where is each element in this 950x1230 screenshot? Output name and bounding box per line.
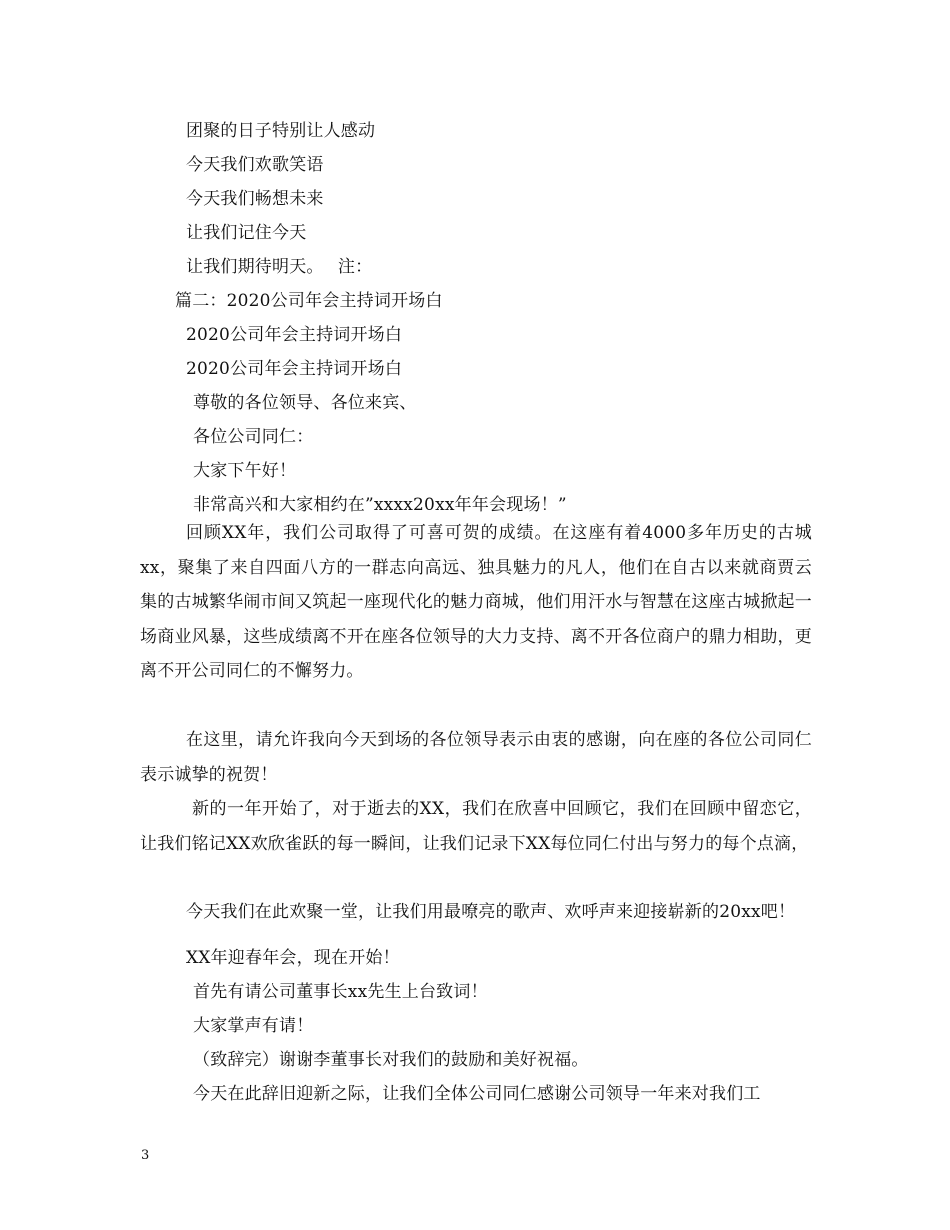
closing-line: （致辞完）谢谢李董事长对我们的鼓励和美好祝福。 (193, 1050, 589, 1070)
document-title: 2020公司年会主持词开场白 (186, 359, 403, 379)
poem-line: 今天我们欢歌笑语 (186, 155, 324, 175)
document-title: 2020公司年会主持词开场白 (186, 325, 403, 345)
page-number: 3 (141, 1148, 150, 1163)
body-paragraph: 回顾XX年，我们公司取得了可喜可贺的成绩。在这座有着4000多年历史的古城xx，聚集了来自四面八方的一群志向高远、独具魅力的凡人，他们在自古以来就商贾云集的古城繁华闹市间又筑起一座现代化的魅力商城，他们用汗水与智慧在这座古城掀起一场商业风暴，这些成绩离不开在座各位领导的大力支持、离不开各位商户的鼎力相助，更离不开公司同仁的不懈努力。 (140, 523, 812, 681)
poem-line: 让我们期待明天。 注： (186, 257, 373, 277)
closing-line: 今天在此辞旧迎新之际，让我们全体公司同仁感谢公司领导一年来对我们工 (193, 1084, 761, 1104)
poem-line: 今天我们畅想未来 (186, 189, 324, 209)
closing-line: 首先有请公司董事长xx先生上台致词！ (193, 982, 488, 1002)
greeting-line: 大家下午好！ (193, 461, 297, 481)
body-paragraph: 今天我们在此欢聚一堂，让我们用最嘹亮的歌声、欢呼声来迎接崭新的20xx吧！ (186, 902, 796, 922)
poem-line: 团聚的日子特别让人感动 (186, 121, 376, 141)
greeting-line: 尊敬的各位领导、各位来宾、 (193, 393, 417, 413)
poem-line: 让我们记住今天 (186, 223, 307, 243)
body-paragraph: 在这里，请允许我向今天到场的各位领导表示由衷的感谢，向在座的各位公司同仁表示诚挚的祝贺！ (140, 730, 812, 785)
greeting-line: 各位公司同仁： (193, 427, 314, 447)
section-heading: 篇二：2020公司年会主持词开场白 (175, 291, 443, 311)
closing-line: 大家掌声有请！ (193, 1016, 314, 1036)
closing-line: XX年迎春年会，现在开始！ (186, 948, 400, 968)
greeting-line: 非常高兴和大家相约在”xxxx20xx年年会现场！” (193, 495, 567, 515)
body-paragraph: 新的一年开始了，对于逝去的XX，我们在欣喜中回顾它，我们在回顾中留恋它，让我们铭记XX欢欣雀跃的每一瞬间，让我们记录下XX每位同仁付出与努力的每个点滴， (140, 799, 812, 854)
